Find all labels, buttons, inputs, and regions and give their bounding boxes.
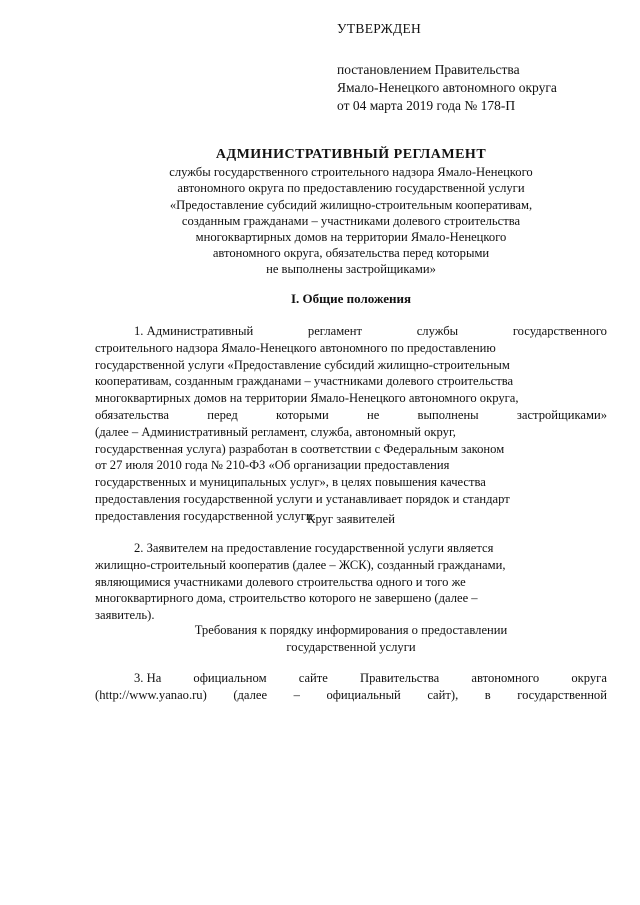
title-line: автономного округа, обязательства перед которыми [212,246,490,261]
title-line: автономного округа по предоставлению государственной услуги [177,181,525,196]
word: которыми [275,407,329,422]
word: – [293,687,300,702]
paragraph-3 [95,670,607,704]
approval-line: Ямало-Ненецкого автономного округа [337,80,557,95]
paragraph-line: строительного надзора Ямало-Ненецкого автономного по предоставлению [95,340,496,355]
word: Правительства [360,671,440,685]
word: округа [571,671,607,685]
paragraph-line: (далее – Административный регламент, служба, автономный округ, [95,424,456,439]
subsection-heading [90,622,612,656]
paragraph-line [95,407,607,424]
paragraph-line: являющимися участниками долевого строительства одного и того же [95,574,466,589]
paragraph-1 [95,323,607,525]
paragraph-line: заявитель). [95,608,155,623]
approval-heading: УТВЕРЖДЕН [337,21,422,36]
word: регламент [307,324,363,338]
word: автономного [471,671,540,685]
paragraph-line: многоквартирных домов на территории Ямало-Ненецкого автономного округа, [95,391,519,406]
title-main: АДМИНИСТРАТИВНЫЙ РЕГЛАМЕНТ [215,147,487,162]
document-title [90,147,612,278]
word: (далее [233,687,268,702]
word: не [366,407,380,422]
paragraph-line [95,323,607,340]
title-line: «Предоставление субсидий жилищно-строительным кооперативам, [169,197,533,212]
word: сайте [298,671,328,685]
paragraph-line: от 27 июля 2010 года № 210-ФЗ «Об организации предоставления [95,458,450,473]
paragraph-line: 2. Заявителем на предоставление государственной услуги является [134,541,494,555]
title-line: многоквартирных домов на территории Ямало-Ненецкого [195,230,507,245]
word: выполнены [417,407,479,422]
word: обязательства [95,407,170,422]
paragraph-line [95,670,607,687]
word: государственной [517,687,607,702]
paragraph-line: жилищно-строительный кооператив (далее – ЖСК), созданный гражданами, [95,557,506,572]
word: застройщиками» [516,407,607,422]
word: 1. Административный [134,324,254,338]
word: перед [207,407,238,422]
paragraph-line: кооперативам, созданным гражданами – участниками долевого строительства [95,374,514,389]
title-line: созданным гражданами – участниками долевого строительства [181,213,521,228]
word: в [484,687,491,702]
word: государственного [512,324,607,338]
paragraph-line [95,687,607,704]
word: сайт), [427,687,459,702]
paragraph-line: предоставления государственной услуги. [95,508,316,523]
approval-line: постановлением Правительства [337,62,520,77]
paragraph-line: предоставления государственной услуги и устанавливает порядок и стандарт [95,491,510,506]
word: официальном [193,671,267,685]
title-line: не выполнены застройщиками» [266,262,436,277]
paragraph-line: государственных и муниципальных услуг», в целях повышения качества [95,475,486,490]
paragraph-line: государственная услуга) разработан в соответствии с Федеральным законом [95,441,505,456]
subsection-heading: Круг заявителей [307,512,395,526]
approval-stamp [337,20,627,115]
subsection-heading-line: государственной услуги [286,639,416,654]
word: официальный [326,687,401,702]
word: (http://www.yanao.ru) [95,687,207,702]
approval-line: от 04 марта 2019 года № 178-П [337,98,516,113]
paragraph-line: государственной услуги «Предоставление субсидий жилищно-строительным [95,357,510,372]
word: 3. На [134,671,162,685]
word: службы [416,324,459,338]
paragraph-2 [95,540,607,624]
section-heading: I. Общие положения [291,291,411,306]
title-line: службы государственного строительного надзора Ямало-Ненецкого [169,165,533,180]
subsection-heading-line: Требования к порядку информирования о предоставлении [194,623,508,637]
paragraph-line: многоквартирного дома, строительство которого не завершено (далее – [95,591,478,606]
